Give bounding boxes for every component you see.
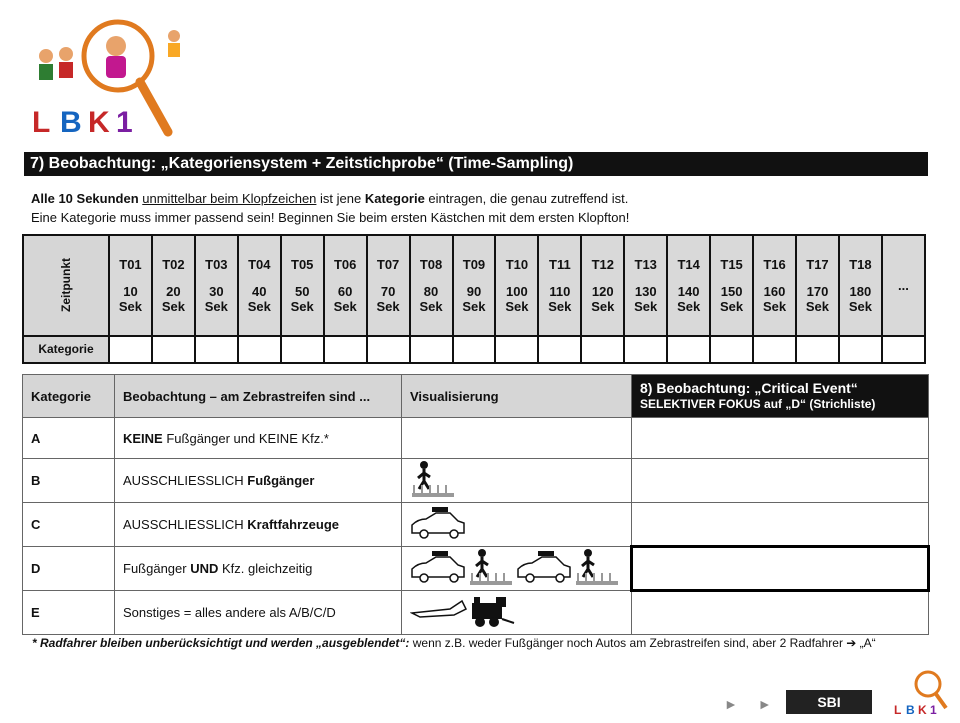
zeitpunkt-time: 30 Sek — [204, 283, 228, 314]
zeitpunkt-cell — [410, 235, 453, 336]
zeitpunkt-time: 140 Sek — [677, 283, 701, 314]
next-slide-arrows[interactable]: ► ► — [724, 696, 780, 712]
zeitpunkt-time: 90 Sek — [462, 283, 486, 314]
critical-event-tally-cell[interactable] — [632, 547, 929, 591]
zeitpunkt-id: T17 — [806, 256, 829, 272]
zeitpunkt-cell — [109, 235, 152, 336]
sbi-logo: SBI — [786, 690, 872, 714]
kategorie-row — [23, 336, 925, 363]
svg-text:1: 1 — [116, 106, 133, 139]
zeitpunkt-id: T04 — [248, 256, 271, 272]
pedestrian-icon — [412, 461, 454, 497]
time-sampling-table — [22, 234, 926, 364]
zeitpunkt-id: T14 — [677, 256, 700, 272]
zeitpunkt-cell — [453, 235, 496, 336]
category-visualization — [402, 418, 632, 459]
kategorie-input-cell[interactable] — [667, 336, 710, 363]
pedestrian-icon — [470, 549, 512, 585]
zeitpunkt-id: T02 — [162, 256, 185, 272]
zeitpunkt-time: 50 Sek — [290, 283, 314, 314]
zeitpunkt-time: 170 Sek — [805, 283, 830, 314]
kategorie-input-cell[interactable] — [796, 336, 839, 363]
car-icon — [412, 507, 464, 538]
zeitpunkt-id: T03 — [205, 256, 228, 272]
critical-event-tally-cell[interactable] — [632, 503, 929, 547]
critical-event-tally-cell[interactable] — [632, 418, 929, 459]
category-row — [23, 503, 929, 547]
kategorie-input-cell[interactable] — [152, 336, 195, 363]
col-beobachtung: Beobachtung – am Zebrastreifen sind ... — [115, 375, 402, 418]
kategorie-input-cell[interactable] — [710, 336, 753, 363]
category-letter: A — [23, 418, 115, 459]
zeitpunkt-time: 180 Sek — [848, 283, 872, 314]
kategorie-input-cell[interactable] — [581, 336, 624, 363]
category-table — [22, 374, 930, 635]
category-letter: D — [23, 547, 115, 591]
svg-text:L: L — [32, 106, 51, 139]
category-row — [23, 459, 929, 503]
kategorie-input-cell[interactable] — [839, 336, 882, 363]
category-letter: C — [23, 503, 115, 547]
zeitpunkt-cell — [667, 235, 710, 336]
kategorie-input-cell[interactable] — [882, 336, 925, 363]
svg-text:K: K — [918, 703, 927, 717]
critical-event-tally-cell[interactable] — [632, 459, 929, 503]
zeitpunkt-id: T18 — [849, 256, 872, 272]
zeitpunkt-id: T09 — [462, 256, 486, 272]
car-icon — [412, 551, 464, 582]
zeitpunkt-cell — [753, 235, 796, 336]
zeitpunkt-cell — [710, 235, 753, 336]
kategorie-input-cell[interactable] — [495, 336, 538, 363]
category-row — [23, 547, 929, 591]
zeitpunkt-time: 40 Sek — [247, 283, 271, 314]
zeitpunkt-id: T15 — [720, 256, 743, 272]
zeitpunkt-label: Zeitpunkt — [23, 235, 109, 336]
zeitpunkt-id: T06 — [333, 256, 357, 272]
ellipsis-cell: ... — [882, 235, 925, 336]
zeitpunkt-id: T16 — [763, 256, 786, 272]
zeitpunkt-id: T08 — [419, 256, 443, 272]
category-description: KEINE Fußgänger und KEINE Kfz.* — [115, 418, 402, 459]
mini-lbk1-logo — [892, 668, 952, 718]
category-description: Sonstiges = alles andere als A/B/C/D — [115, 591, 402, 635]
zeitpunkt-id: T13 — [634, 256, 657, 272]
col-visualisierung: Visualisierung — [402, 375, 632, 418]
zeitpunkt-time: 60 Sek — [333, 283, 357, 314]
pedestrian-icon — [576, 549, 618, 585]
instruction-line-1: Alle 10 Sekunden unmittelbar beim Klopfzeichen ist jene Kategorie eintragen, die genau zutreffend ist. — [31, 191, 629, 206]
kategorie-input-cell[interactable] — [238, 336, 281, 363]
footnote: * Radfahrer bleiben unberücksichtigt und werden „ausgeblendet“: wenn z.B. weder Fußgänger noch Autos am Zebrastreifen sind, aber 2 Radfahrer ➔ „A“ — [32, 636, 876, 650]
magnifier-kids-icon — [28, 14, 188, 144]
svg-text:B: B — [60, 106, 82, 139]
plane-icon — [412, 601, 466, 617]
zeitpunkt-id: T07 — [376, 256, 400, 272]
category-visualization — [402, 591, 632, 635]
section8-header: 8) Beobachtung: „Critical Event“ SELEKTIVER FOKUS auf „D“ (Strichliste) — [632, 375, 929, 418]
zeitpunkt-cell — [538, 235, 581, 336]
zeitpunkt-id: T05 — [291, 256, 314, 272]
lbk1-logo — [28, 14, 188, 144]
category-row — [23, 591, 929, 635]
car-icon — [518, 551, 570, 582]
zeitpunkt-cell — [238, 235, 281, 336]
zeitpunkt-time: 110 Sek — [548, 283, 572, 314]
zeitpunkt-time: 100 Sek — [505, 283, 529, 314]
zeitpunkt-time: 20 Sek — [161, 283, 185, 314]
kategorie-input-cell[interactable] — [324, 336, 367, 363]
zeitpunkt-cell — [624, 235, 667, 336]
kategorie-input-cell[interactable] — [195, 336, 238, 363]
col-kategorie: Kategorie — [23, 375, 115, 418]
zeitpunkt-time: 120 Sek — [591, 283, 615, 314]
svg-text:L: L — [894, 703, 902, 717]
kategorie-input-cell[interactable] — [410, 336, 453, 363]
kategorie-input-cell[interactable] — [367, 336, 410, 363]
zeitpunkt-cell — [839, 235, 882, 336]
zeitpunkt-id: T12 — [591, 256, 614, 272]
kategorie-input-cell[interactable] — [624, 336, 667, 363]
kategorie-input-cell[interactable] — [538, 336, 581, 363]
zeitpunkt-id: T10 — [505, 256, 529, 272]
category-letter: B — [23, 459, 115, 503]
category-visualization — [402, 459, 632, 503]
category-description: Fußgänger UND Kfz. gleichzeitig — [115, 547, 402, 591]
zeitpunkt-id: T11 — [549, 256, 571, 272]
kategorie-input-cell[interactable] — [753, 336, 796, 363]
zeitpunkt-cell — [796, 235, 839, 336]
svg-text:B: B — [906, 703, 915, 717]
train-icon — [472, 597, 514, 627]
section7-title: 7) Beobachtung: „Kategoriensystem + Zeitstichprobe“ (Time-Sampling) — [24, 152, 928, 176]
critical-event-tally-cell[interactable] — [632, 591, 929, 635]
svg-text:K: K — [88, 106, 110, 139]
category-description: AUSSCHLIESSLICH Kraftfahrzeuge — [115, 503, 402, 547]
zeitpunkt-time: 10 Sek — [118, 283, 143, 314]
mini-magnifier-icon — [892, 668, 952, 718]
kategorie-input-cell[interactable] — [453, 336, 496, 363]
kategorie-label: Kategorie — [23, 336, 109, 363]
category-row — [23, 418, 929, 459]
instruction-line-2: Eine Kategorie muss immer passend sein! Beginnen Sie beim ersten Kästchen mit dem ersten Klopfton! — [31, 210, 630, 225]
category-visualization — [402, 547, 632, 591]
category-header-row — [23, 375, 929, 418]
zeitpunkt-time: 130 Sek — [634, 283, 658, 314]
category-letter: E — [23, 591, 115, 635]
zeitpunkt-cell — [367, 235, 410, 336]
zeitpunkt-id: T01 — [119, 256, 142, 272]
category-visualization — [402, 503, 632, 547]
zeitpunkt-cell — [152, 235, 195, 336]
zeitpunkt-time: 80 Sek — [419, 283, 443, 314]
zeitpunkt-time: 150 Sek — [720, 283, 744, 314]
svg-text:1: 1 — [930, 703, 937, 717]
zeitpunkt-cell — [281, 235, 324, 336]
zeitpunkt-cell — [495, 235, 538, 336]
zeitpunkt-time: 160 Sek — [762, 283, 787, 314]
zeitpunkt-row — [23, 235, 925, 336]
category-description: AUSSCHLIESSLICH Fußgänger — [115, 459, 402, 503]
zeitpunkt-cell — [581, 235, 624, 336]
zeitpunkt-cell — [195, 235, 238, 336]
instructions — [31, 189, 629, 227]
kategorie-input-cell[interactable] — [109, 336, 152, 363]
zeitpunkt-cell — [324, 235, 367, 336]
kategorie-input-cell[interactable] — [281, 336, 324, 363]
zeitpunkt-time: 70 Sek — [376, 283, 400, 314]
